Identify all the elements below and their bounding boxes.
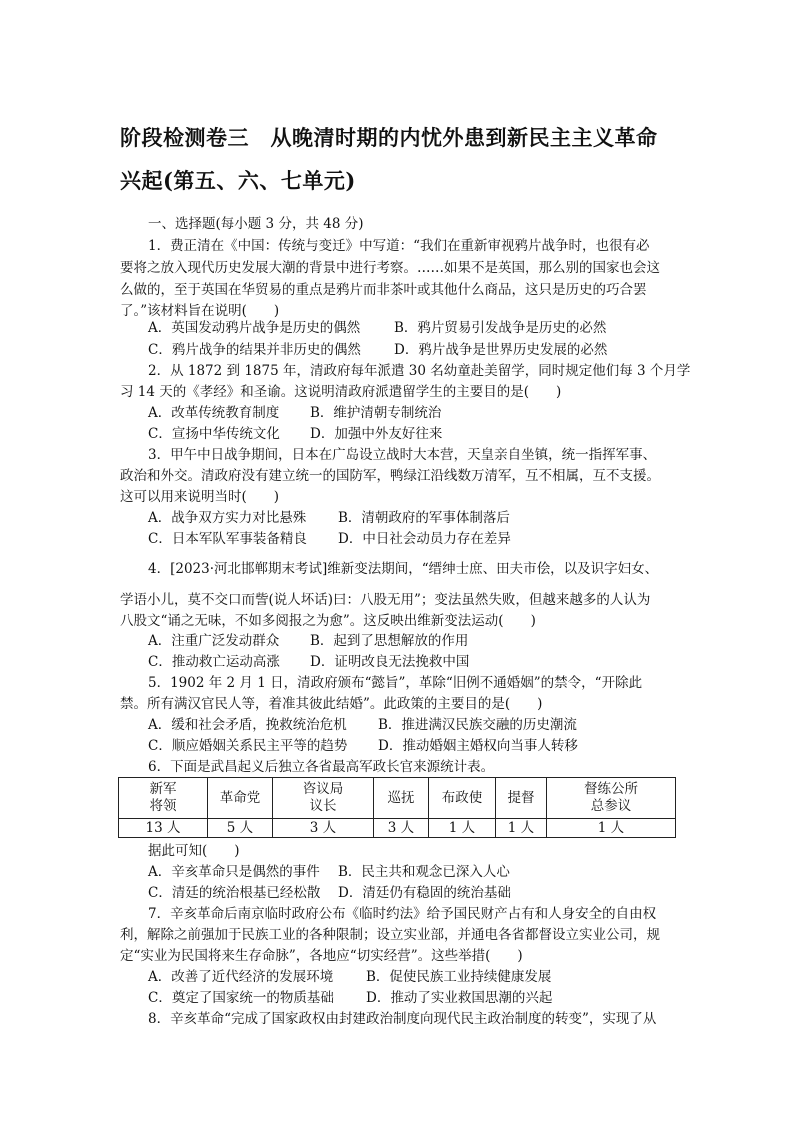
question-4-option-d[interactable]: D．证明改良无法挽救中国 xyxy=(310,654,470,670)
question-3-line: 政治和外交。清政府没有建立统一的国防军，鸭绿江沿线数万清军，互不相属，互不支援。 xyxy=(120,468,660,484)
table-cell: 3 人 xyxy=(273,819,374,838)
table-header-cell: 布政使 xyxy=(429,778,496,819)
table-header-cell: 督练公所 总参议 xyxy=(547,778,676,819)
question-6-option-c[interactable]: C．清廷的统治根基已经松散 xyxy=(148,885,321,901)
question-3-line: 这可以用来说明当时( ) xyxy=(120,489,280,505)
question-2-option-a[interactable]: A．改革传统教育制度 xyxy=(148,405,280,421)
question-7-line: 利，解除之前强加于民族工业的各种限制；设立实业部，并通电各省都督设立实业公司，规 xyxy=(120,927,660,943)
page-title-line2: 兴起(第五、六、七单元) xyxy=(120,168,356,193)
question-4-option-a[interactable]: A．注重广泛发动群众 xyxy=(148,633,280,649)
question-6-option-b[interactable]: B．民主共和观念已深入人心 xyxy=(338,864,510,880)
table-header-row xyxy=(119,778,676,819)
question-7-option-c[interactable]: C．奠定了国家统一的物质基础 xyxy=(148,990,334,1006)
question-4-line: 八股文“诵之无味，不如多阅报之为愈”。这反映出维新变法运动( ) xyxy=(120,613,536,629)
table-header-cell: 巡抚 xyxy=(374,778,429,819)
question-3-option-a[interactable]: A．战争双方实力对比悬殊 xyxy=(148,510,307,526)
question-2-line: 2．从 1872 到 1875 年，清政府每年派遣 30 名幼童赴美留学，同时规定他们每 3 个月学 xyxy=(148,363,691,379)
question-2-option-b[interactable]: B．维护清朝专制统治 xyxy=(310,405,442,421)
question-2-option-d[interactable]: D．加强中外友好往来 xyxy=(310,426,443,442)
question-6-option-d[interactable]: D．清廷仍有稳固的统治基础 xyxy=(338,885,511,901)
table-cell: 1 人 xyxy=(496,819,547,838)
question-4-option-c[interactable]: C．推动救亡运动高涨 xyxy=(148,654,280,670)
question-7-line: 7．辛亥革命后南京临时政府公布《临时约法》给予国民财产占有和人身安全的自由权 xyxy=(148,906,657,922)
question-7-option-b[interactable]: B．促使民族工业持续健康发展 xyxy=(366,969,552,985)
table-cell: 5 人 xyxy=(208,819,273,838)
question-1-line: 1．费正清在《中国：传统与变迁》中写道：“我们在重新审视鸦片战争时，也很有必 xyxy=(148,238,650,254)
table-cell: 13 人 xyxy=(119,819,208,838)
official-source-table xyxy=(118,777,676,838)
question-1-line: 么做的，至于英国在华贸易的重点是鸦片而非茶叶或其他什么商品，这只是历史的巧合罢 xyxy=(120,282,647,298)
question-3-option-b[interactable]: B．清朝政府的军事体制落后 xyxy=(338,510,510,526)
question-5-option-b[interactable]: B．推进满汉民族交融的历史潮流 xyxy=(378,717,577,733)
page-title-line1: 阶段检测卷三 从晚清时期的内忧外患到新民主主义革命 xyxy=(120,125,658,150)
table-header-cell: 革命党 xyxy=(208,778,273,819)
question-6-line: 6．下面是武昌起义后独立各省最高军政长官来源统计表。 xyxy=(148,759,495,775)
question-6-prompt: 据此可知( ) xyxy=(148,843,240,859)
question-7-line: 定“实业为民国将来生存命脉”，各地应“切实经营”。这些举措( ) xyxy=(120,948,523,964)
question-1-line: 要将之放入现代历史发展大潮的背景中进行考察。……如果不是英国，那么别的国家也会这 xyxy=(120,260,660,276)
question-1-option-a[interactable]: A．英国发动鸦片战争是历史的偶然 xyxy=(148,320,361,336)
question-7-option-a[interactable]: A．改善了近代经济的发展环境 xyxy=(148,969,334,985)
question-2-option-c[interactable]: C．宣扬中华传统文化 xyxy=(148,426,280,442)
question-4-line: 4．[2023·河北邯郸期末考试]维新变法期间，“缙绅士庶、田夫市侩，以及识字妇女、 xyxy=(148,561,659,577)
question-5-line: 5．1902 年 2 月 1 日，清政府颁布“懿旨”，革除“旧例不通婚姻”的禁令，“开除此 xyxy=(148,675,643,691)
table-header-cell: 新军 将领 xyxy=(119,778,208,819)
table-cell: 1 人 xyxy=(429,819,496,838)
question-5-option-d[interactable]: D．推动婚姻主婚权向当事人转移 xyxy=(378,738,578,754)
question-5-option-c[interactable]: C．顺应婚姻关系民主平等的趋势 xyxy=(148,738,348,754)
question-2-line: 习 14 天的《孝经》和圣谕。这说明清政府派遣留学生的主要目的是( ) xyxy=(120,384,562,400)
question-6-option-a[interactable]: A．辛亥革命只是偶然的事件 xyxy=(148,864,320,880)
table-cell: 1 人 xyxy=(547,819,676,838)
question-3-option-c[interactable]: C．日本军队军事装备精良 xyxy=(148,531,307,547)
question-7-option-d[interactable]: D．推动了实业救国思潮的兴起 xyxy=(366,990,553,1006)
question-5-option-a[interactable]: A．缓和社会矛盾，挽救统治危机 xyxy=(148,717,347,733)
question-4-line: 学语小儿，莫不交口而訾(说人坏话)曰：八股无用”；变法虽然失败，但越来越多的人认为 xyxy=(120,592,651,608)
table-header-cell: 咨议局 议长 xyxy=(273,778,374,819)
question-4-option-b[interactable]: B．起到了思想解放的作用 xyxy=(310,633,469,649)
question-1-option-c[interactable]: C．鸦片战争的结果并非历史的偶然 xyxy=(148,342,361,358)
question-3-option-d[interactable]: D．中日社会动员力存在差异 xyxy=(338,531,511,547)
table-header-cell: 提督 xyxy=(496,778,547,819)
table-cell: 3 人 xyxy=(374,819,429,838)
question-1-line: 了。”该材料旨在说明( ) xyxy=(120,303,280,319)
question-1-option-d[interactable]: D．鸦片战争是世界历史发展的必然 xyxy=(394,342,608,358)
section-heading: 一、选择题(每小题 3 分，共 48 分) xyxy=(148,216,364,232)
question-5-line: 禁。所有满汉官民人等，着准其彼此结婚”。此政策的主要目的是( ) xyxy=(120,696,543,712)
table-row xyxy=(119,819,676,838)
question-3-line: 3．甲午中日战争期间，日本在广岛设立战时大本营，天皇亲自坐镇，统一指挥军事、 xyxy=(148,447,657,463)
question-1-option-b[interactable]: B．鸦片贸易引发战争是历史的必然 xyxy=(394,320,607,336)
question-8-line: 8．辛亥革命“完成了国家政权由封建政治制度向现代民主政治制度的转变”，实现了从 xyxy=(148,1011,657,1027)
